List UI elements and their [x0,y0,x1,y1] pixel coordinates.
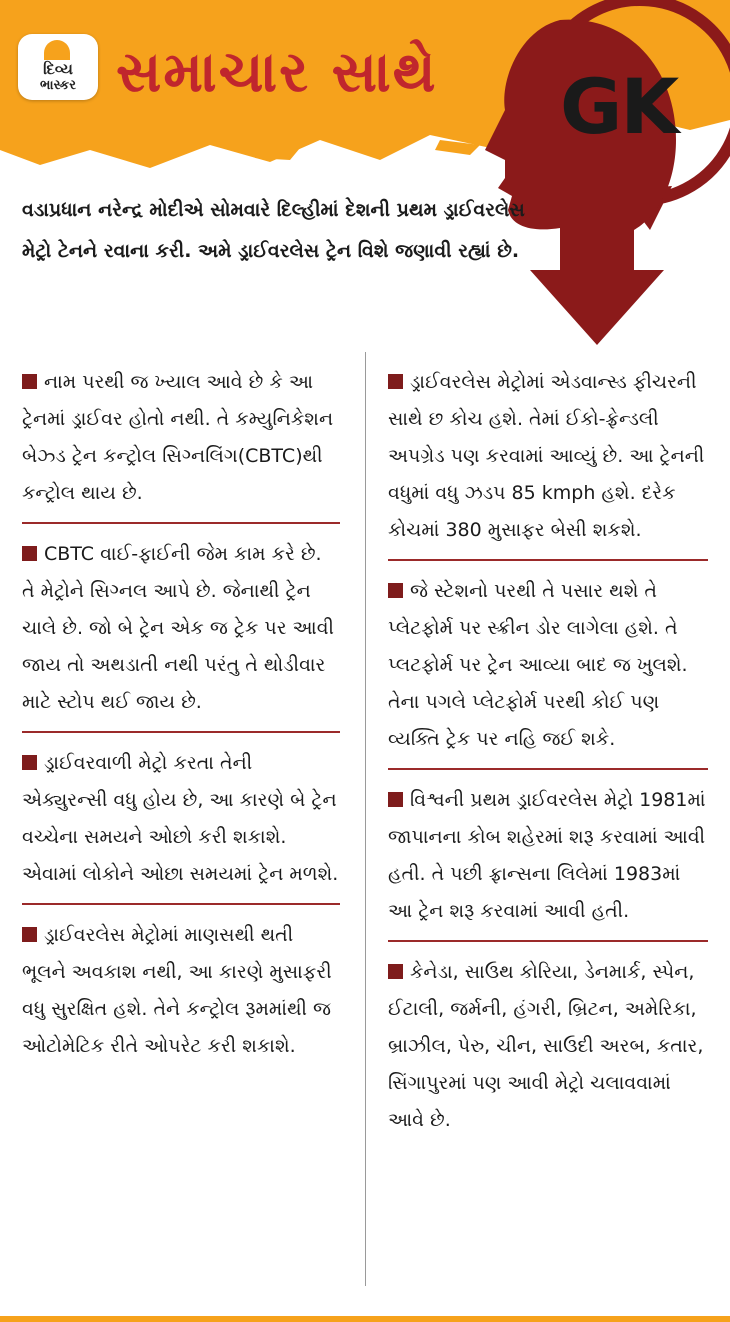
fact-item [388,362,708,561]
right-column [388,362,708,1159]
left-column [22,362,340,1085]
column-divider [365,352,366,1286]
fact-text: ડ્રાઈવરલેસ મેટ્રોમાં એડવાન્સ્ડ ફીચરની સાથે છ કોચ હશે. તેમાં ઈકો-ફ્રેન્ડલી અપગ્રેડ પણ કરવામાં આવ્યું છે. આ ટ્રેનની વધુમાં વધુ ઝડપ 85 kmph હશે. દરેક કોચમાં 380 મુસાફર બેસી શકશે. [388,371,705,541]
fact-item [22,915,340,1075]
square-bullet-icon [388,374,403,389]
fact-item [22,362,340,524]
fact-text: જે સ્ટેશનો પરથી તે પસાર થશે તે પ્લેટફોર્મ પર સ્ક્રીન ડોર લાગેલા હશે. તે પ્લટફોર્મ પર ટ્રેન આવ્યા બાદ જ ખુલશે. તેના પગલે પ્લેટફોર્મ પરથી કોઈ પણ વ્યક્તિ ટ્રેક પર નહિ જઈ શકે. [388,580,688,750]
header-banner [0,0,730,170]
fact-item [22,534,340,733]
fact-text: નામ પરથી જ ખ્યાલ આવે છે કે આ ટ્રેનમાં ડ્રાઈવર હોતો નથી. તે કમ્યુનિકેશન બેઝ્ડ ટ્રેન કન્ટ્રોલ સિગ્નલિંગ(CBTC)થી કન્ટ્રોલ થાય છે. [22,371,334,504]
footer-bar [0,1316,730,1322]
square-bullet-icon [388,792,403,807]
fact-text: વિશ્વની પ્રથમ ડ્રાઈવરલેસ મેટ્રો 1981માં જાપાનના કોબ શહેરમાં શરૂ કરવામાં આવી હતી. તે પછી ફ્રાન્સના લિલેમાં 1983માં આ ટ્રેન શરૂ કરવામાં આવી હતી. [388,789,706,922]
sun-icon [44,40,70,60]
fact-text: CBTC વાઈ-ફાઈની જેમ કામ કરે છે. તે મેટ્રોને સિગ્નલ આપે છે. જેનાથી ટ્રેન ચાલે છે. જો બે ટ્રેન એક જ ટ્રેક પર આવી જાય તો અથડાતી નથી પરંતુ તે થોડીવાર માટે સ્ટોપ થઈ જાય છે. [22,543,334,713]
fact-text: ડ્રાઈવરવાળી મેટ્રો કરતા તેની એક્યુરન્સી વધુ હોય છે, આ કારણે બે ટ્રેન વચ્ચેના સમયને ઓછો કરી શકાશે. એવામાં લોકોને ઓછા સમયમાં ટ્રેન મળશે. [22,752,339,885]
logo-text-line1: દિવ્ય [43,60,73,78]
fact-item [388,952,708,1149]
banner-title: સમાચાર સાથે [116,40,438,105]
intro-paragraph: વડાપ્રધાન નરેન્દ્ર મોદીએ સોમવારે દિલ્હીમાં દેશની પ્રથમ ડ્રાઈવરલેસ મેટ્રો ટેનને રવાના કરી. અમે ડ્રાઈવરલેસ ટ્રેન વિશે જણાવી રહ્યાં છે. [22,199,525,262]
divya-bhaskar-logo [18,34,98,100]
fact-item [22,743,340,905]
square-bullet-icon [388,964,403,979]
square-bullet-icon [22,546,37,561]
square-bullet-icon [388,583,403,598]
gk-badge: GK [560,62,678,151]
logo-text-line2: ભાસ્કર [40,78,76,93]
fact-item [388,571,708,770]
fact-text: કેનેડા, સાઉથ કોરિયા, ડેનમાર્ક, સ્પેન, ઈટાલી, જર્મની, હંગરી, બ્રિટન, અમેરિકા, બ્રાઝીલ, પેરુ, ચીન, સાઉદી અરબ, કતાર, સિંગાપુરમાં પણ આવી મેટ્રો ચલાવવામાં આવે છે. [388,961,704,1131]
fact-text: ડ્રાઈવરલેસ મેટ્રોમાં માણસથી થતી ભૂલને અવકાશ નથી, આ કારણે મુસાફરી વધુ સુરક્ષિત હશે. તેને કન્ટ્રોલ રૂમમાંથી જ ઓટોમેટિક રીતે ઓપરેટ કરી શકાશે. [22,924,332,1057]
fact-item [388,780,708,942]
square-bullet-icon [22,374,37,389]
square-bullet-icon [22,755,37,770]
square-bullet-icon [22,927,37,942]
